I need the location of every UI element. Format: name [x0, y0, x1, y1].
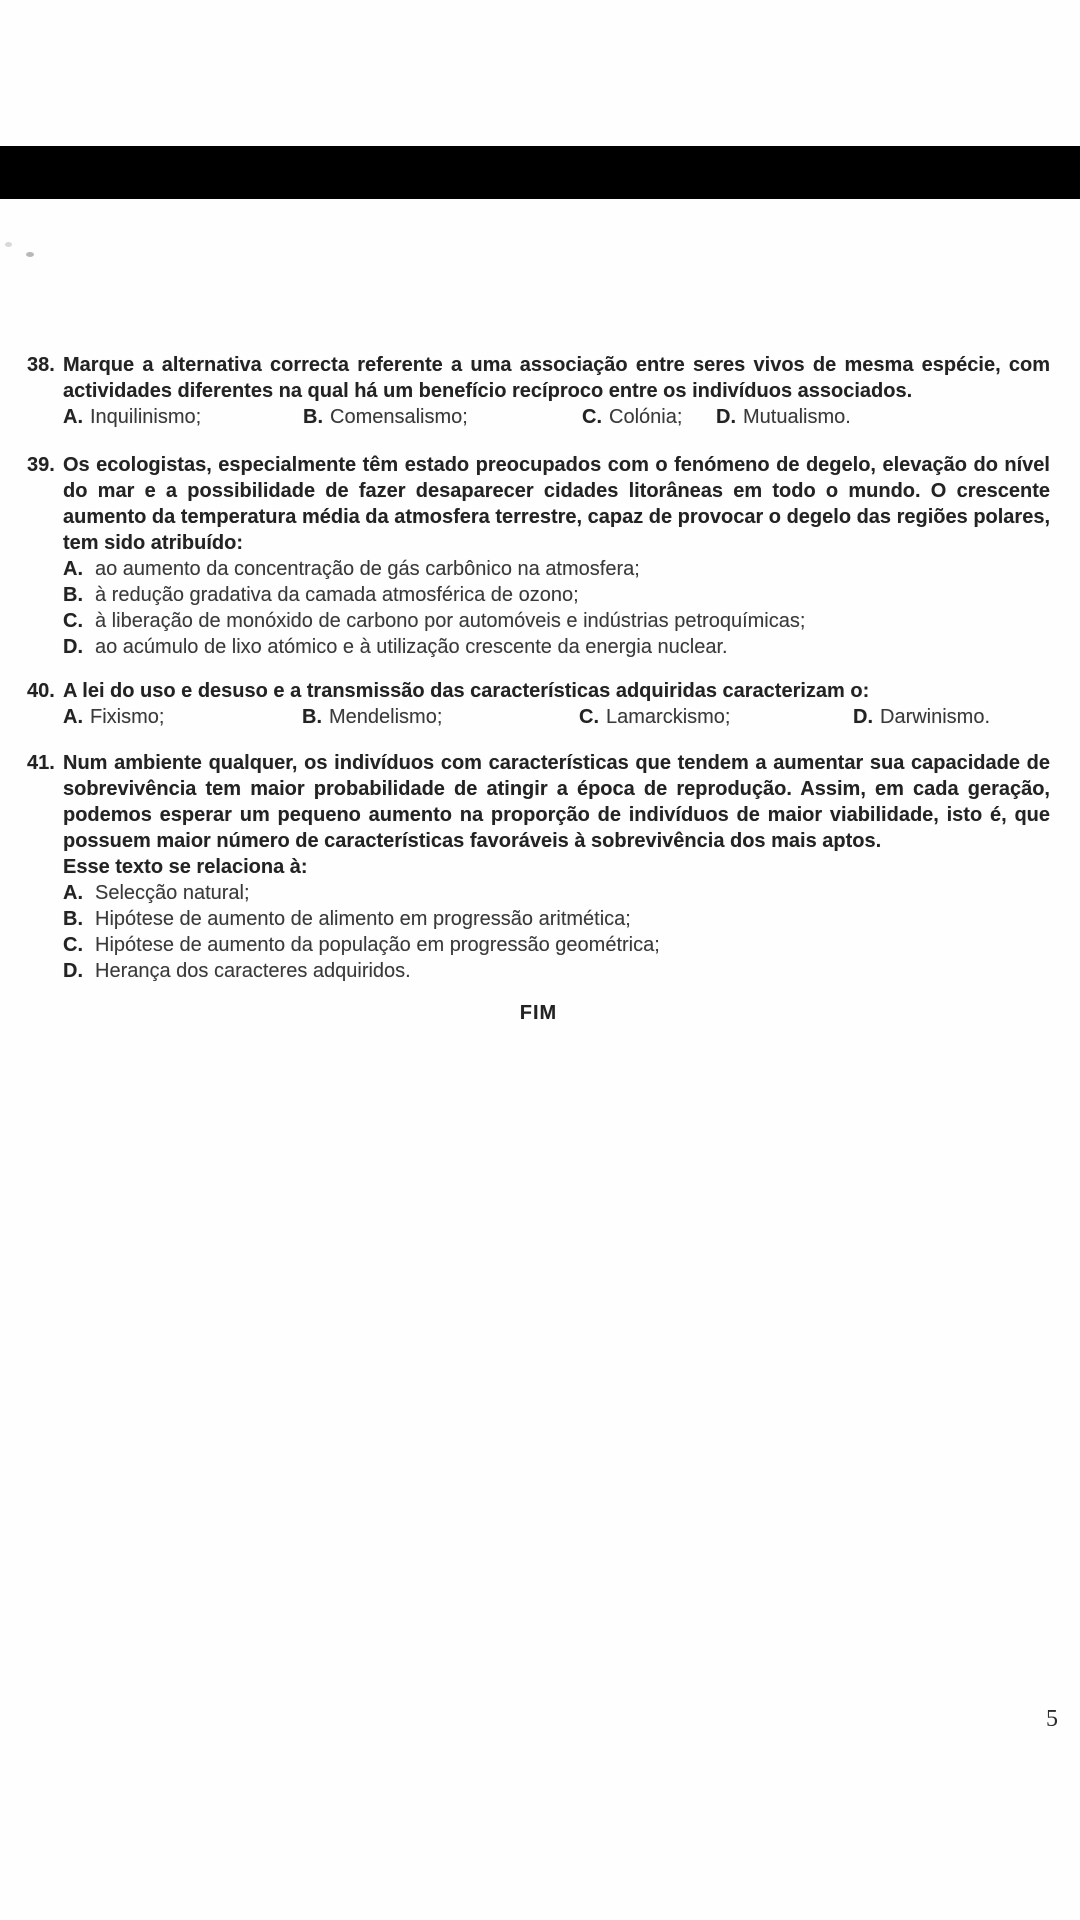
question-38	[27, 352, 1050, 430]
option-b	[63, 582, 1050, 608]
scan-artifact-speck	[5, 242, 12, 247]
option-text: Mendelismo;	[329, 706, 443, 728]
option-text: à liberação de monóxido de carbono por automóveis e indústrias petroquímicas;	[95, 610, 806, 632]
option-letter: B.	[63, 908, 83, 930]
option-b	[303, 404, 468, 430]
option-letter: C.	[63, 610, 83, 632]
option-text: Comensalismo;	[330, 406, 468, 428]
page-number: 5	[1046, 1706, 1058, 1732]
option-letter: A.	[63, 558, 83, 580]
option-a	[63, 880, 1050, 906]
scan-artifact-speck	[26, 252, 34, 257]
option-letter: B.	[303, 406, 323, 428]
option-text: Herança dos caracteres adquiridos.	[95, 960, 411, 982]
questions-area	[27, 352, 1050, 1026]
option-a	[63, 404, 201, 430]
option-d	[853, 704, 990, 730]
option-letter: A.	[63, 882, 83, 904]
question-stem: Num ambiente qualquer, os indivíduos com características que tendem a aumentar sua capacidade de sobrevivência tem maior probabilidade de atingir a época de reprodução. Assim, em cada geração, podemos esperar um pequeno aumento na proporção de indivíduos de maior viabilidade, isto é, que possuem maior número de características favoráveis à sobrevivência dos mais aptos.	[63, 752, 1050, 852]
option-letter: A.	[63, 406, 83, 428]
option-c	[63, 932, 1050, 958]
option-text: Darwinismo.	[880, 706, 991, 728]
question-40	[27, 678, 1050, 730]
question-body	[63, 352, 1050, 430]
option-text: Inquilinismo;	[90, 406, 202, 428]
option-letter: A.	[63, 706, 83, 728]
question-number: 39.	[27, 454, 55, 476]
option-a	[63, 556, 1050, 582]
option-d	[63, 958, 1050, 984]
option-letter: B.	[63, 584, 83, 606]
question-body	[63, 678, 1050, 730]
option-letter: D.	[63, 636, 83, 658]
option-letter: C.	[582, 406, 602, 428]
option-text: Colónia;	[609, 406, 683, 428]
option-text: ao acúmulo de lixo atómico e à utilização crescente da energia nuclear.	[95, 636, 728, 658]
option-b	[63, 906, 1050, 932]
options-row	[63, 704, 1050, 730]
option-c	[63, 608, 1050, 634]
option-a	[63, 704, 164, 730]
option-text: Hipótese de aumento de alimento em progressão aritmética;	[95, 908, 631, 930]
question-stem: Marque a alternativa correcta referente a uma associação entre seres vivos de mesma espécie, com actividades diferentes na qual há um benefício recíproco entre os indivíduos associados.	[63, 354, 1050, 402]
question-number: 41.	[27, 752, 55, 774]
option-d	[63, 634, 1050, 660]
option-letter: D.	[853, 706, 873, 728]
option-text: Fixismo;	[90, 706, 165, 728]
question-stem: A lei do uso e desuso e a transmissão das características adquiridas caracterizam o:	[63, 680, 870, 702]
option-text: Hipótese de aumento da população em progressão geométrica;	[95, 934, 660, 956]
question-stem-continued: Esse texto se relaciona à:	[63, 856, 308, 878]
question-body	[63, 750, 1050, 984]
end-marker: FIM	[519, 1002, 558, 1024]
question-stem: Os ecologistas, especialmente têm estado preocupados com o fenómeno de degelo, elevação do nível do mar e a possibilidade de fazer desaparecer cidades litorâneas em todo o mundo. O crescente aumento da temperatura média da atmosfera terrestre, capaz de provocar o degelo das regiões polares, tem sido atribuído:	[63, 454, 1051, 554]
option-letter: D.	[716, 406, 736, 428]
redacted-header-bar	[0, 146, 1080, 199]
question-number: 40.	[27, 680, 55, 702]
question-body	[63, 452, 1050, 660]
question-39	[27, 452, 1050, 660]
option-text: Selecção natural;	[95, 882, 250, 904]
option-text: Lamarckismo;	[606, 706, 731, 728]
option-text: Mutualismo.	[743, 406, 851, 428]
option-c	[579, 704, 730, 730]
option-d	[716, 404, 851, 430]
option-text: ao aumento da concentração de gás carbônico na atmosfera;	[95, 558, 640, 580]
option-letter: B.	[302, 706, 322, 728]
question-number: 38.	[27, 354, 55, 376]
option-letter: C.	[579, 706, 599, 728]
option-c	[582, 404, 682, 430]
option-letter: D.	[63, 960, 83, 982]
question-41	[27, 750, 1050, 984]
options-row	[63, 404, 1050, 430]
option-b	[302, 704, 442, 730]
option-text: à redução gradativa da camada atmosférica de ozono;	[95, 584, 579, 606]
option-letter: C.	[63, 934, 83, 956]
